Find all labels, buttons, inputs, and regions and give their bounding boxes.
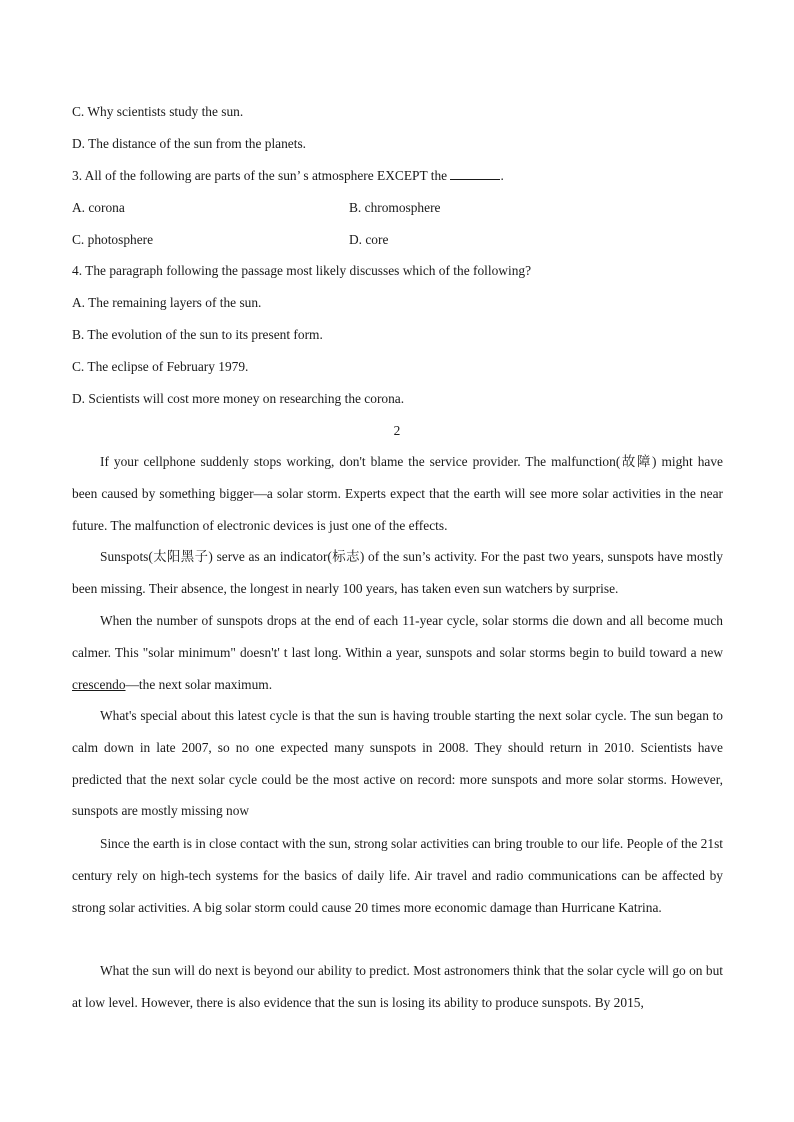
passage-paragraph-4: What's special about this latest cycle is that the sun is having trouble starting the next solar cycle. The sun began to calm down in late 2007, so no one expected many sunspots in 2008. They should return in 2010. Scientists have predicted that the next solar cycle could be the most active on record: more sunspots and more solar storms. However, sunspots are mostly missing now [72, 708, 723, 819]
q4-option-d: D. Scientists will cost more money on researching the corona. [72, 391, 405, 406]
q4-option-c: C. The eclipse of February 1979. [72, 359, 249, 374]
q4-stem: 4. The paragraph following the passage most likely discusses which of the following? [72, 263, 532, 278]
paragraph-3-end: —the next solar maximum. [125, 676, 273, 692]
passage-paragraph-2: Sunspots(太阳黑子) serve as an indicator(标志) of the sun’s activity. For the past two years, sunspots have mostly been missing. Their absence, the longest in nearly 100 years, has taken even sun watchers by surprise. [72, 549, 723, 596]
q3-option-c: C. photosphere [72, 232, 154, 247]
q3-option-b: B. chromosphere [349, 200, 441, 215]
passage-number: 2 [393, 423, 401, 438]
answer-blank [450, 168, 500, 180]
paragraph-3-text: When the number of sunspots drops at the end of each 11-year cycle, solar storms die down and all become much calmer. This "solar minimum" doesn't' t last long. Within a year, sunspots and solar storms begin to build toward a new [72, 613, 723, 660]
q2-option-d: D. The distance of the sun from the planets. [72, 136, 307, 151]
q4-option-a: A. The remaining layers of the sun. [72, 295, 262, 310]
q3-stem-text: 3. All of the following are parts of the sun’ s atmosphere EXCEPT the [72, 168, 448, 183]
q3-option-d: D. core [349, 232, 389, 247]
underlined-word-crescendo: crescendo [72, 676, 126, 692]
q3-option-a: A. corona [72, 200, 125, 215]
q2-option-c: C. Why scientists study the sun. [72, 104, 244, 119]
passage-paragraph-1: If your cellphone suddenly stops working, don't blame the service provider. The malfunction(故障) might have been caused by something bigger—a solar storm. Experts expect that the earth will see more solar activities in the near future. The malfunction of electronic devices is just one of the effects. [72, 454, 723, 533]
passage-paragraph-6: What the sun will do next is beyond our ability to predict. Most astronomers think that the solar cycle will go on but at low level. However, there is also evidence that the sun is losing its ability to produce sunspots. By 2015, [72, 963, 723, 1010]
q3-stem [72, 168, 504, 184]
passage-paragraph-3 [72, 605, 723, 700]
q3-stem-end: . [500, 168, 504, 183]
q4-option-b: B. The evolution of the sun to its present form. [72, 327, 323, 342]
passage-paragraph-5: Since the earth is in close contact with the sun, strong solar activities can bring trouble to our life. People of the 21st century rely on high-tech systems for the basics of daily life. Air travel and radio communications can be affected by strong solar activities. A big solar storm could cause 20 times more economic damage than Hurricane Katrina. [72, 836, 723, 915]
